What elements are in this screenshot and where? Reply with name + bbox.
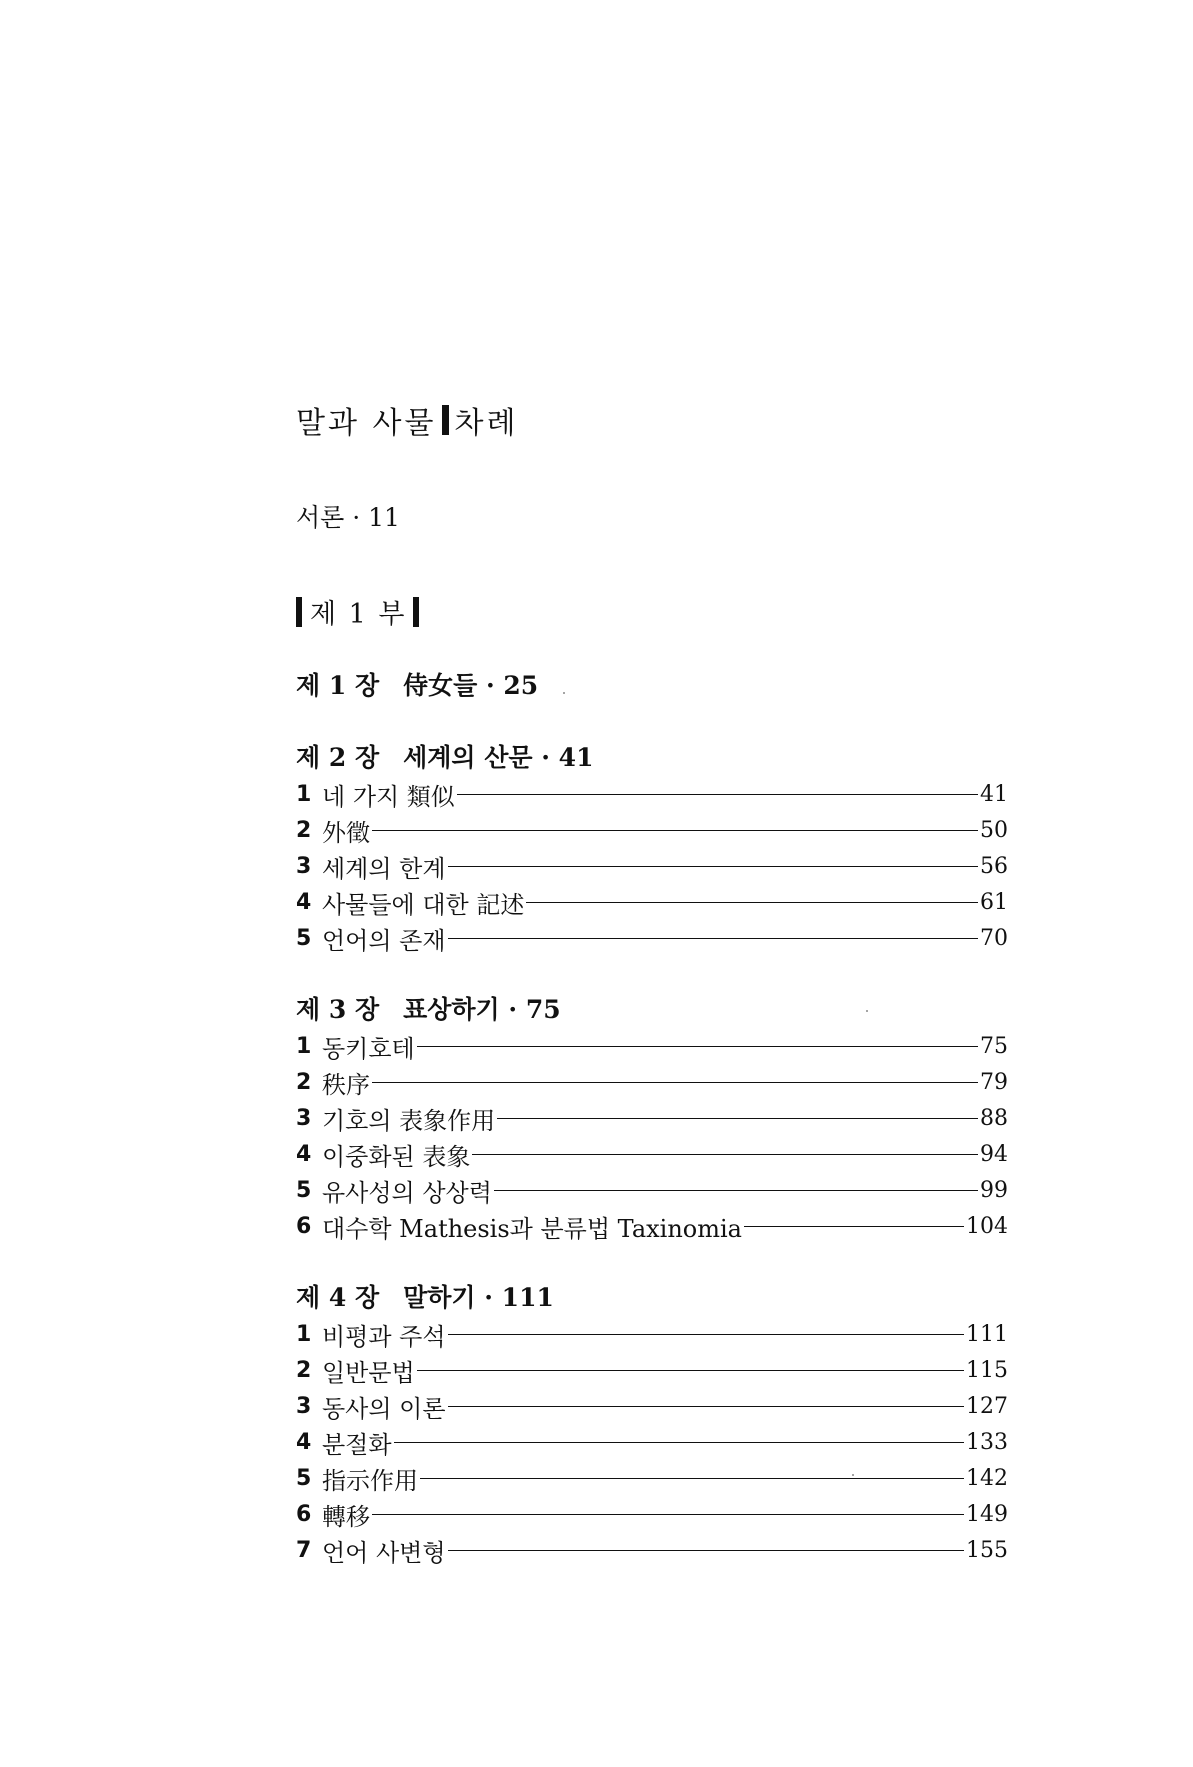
leader-line [372, 1082, 978, 1083]
entry-page: 41 [980, 781, 1008, 807]
entry-page: 104 [966, 1213, 1008, 1239]
entry-number: 1 [296, 781, 312, 807]
entry-number: 5 [296, 1177, 312, 1203]
page-title [296, 398, 518, 442]
leader-line [457, 794, 978, 795]
part-heading [296, 592, 419, 631]
scan-speck [852, 1474, 854, 1476]
leader-line [394, 1442, 964, 1443]
chapter-heading [296, 740, 1008, 776]
toc-entry [296, 1064, 1008, 1100]
entry-title: 네 가지 類似 [322, 782, 455, 811]
entry-page: 70 [980, 925, 1008, 951]
entry-page: 94 [980, 1141, 1008, 1167]
entry-number: 3 [296, 853, 312, 879]
entry-page: 56 [980, 853, 1008, 879]
entry-number: 2 [296, 1357, 312, 1383]
entry-title: 세계의 한계 [322, 854, 446, 883]
leader-line [417, 1370, 964, 1371]
leader-line [448, 866, 978, 867]
book-title: 말과 사물 [296, 406, 437, 441]
entry-number: 3 [296, 1393, 312, 1419]
toc-entry [296, 1316, 1008, 1352]
chapter-4 [296, 1280, 1008, 1568]
entry-title: 동키호테 [322, 1034, 415, 1063]
chapter-1 [296, 668, 1008, 704]
entry-page: 127 [966, 1393, 1008, 1419]
entry-page: 133 [966, 1429, 1008, 1455]
leader-line [372, 1514, 964, 1515]
leader-line [448, 938, 978, 939]
entry-title: 秩序 [322, 1070, 370, 1099]
leader-line [448, 1334, 964, 1335]
entry-title: 轉移 [322, 1502, 370, 1531]
leader-line [448, 1550, 964, 1551]
entry-number: 2 [296, 817, 312, 843]
entry-title: 언어의 존재 [322, 926, 446, 955]
chapter-heading [296, 668, 1008, 704]
chapter-3 [296, 992, 1008, 1244]
intro-entry: 서론 · 11 [296, 503, 400, 532]
leader-line [420, 1478, 964, 1479]
entry-number: 4 [296, 1429, 312, 1455]
leader-line [494, 1190, 978, 1191]
entry-number: 1 [296, 1321, 312, 1347]
leader-line [744, 1226, 964, 1227]
entry-number: 1 [296, 1033, 312, 1059]
entry-title: 指示作用 [322, 1466, 418, 1495]
entry-title: 이중화된 表象 [322, 1142, 471, 1171]
toc-entry [296, 1460, 1008, 1496]
chapter-number: 제 1 장 [296, 671, 380, 700]
scan-speck [866, 1010, 868, 1012]
entry-number: 4 [296, 889, 312, 915]
scan-speck [563, 692, 565, 694]
chapter-number: 제 4 장 [296, 1283, 380, 1312]
entry-number: 5 [296, 1465, 312, 1491]
entry-page: 155 [966, 1537, 1008, 1563]
toc-entry [296, 1532, 1008, 1568]
entry-page: 111 [966, 1321, 1008, 1347]
leader-line [526, 902, 978, 903]
entry-number: 2 [296, 1069, 312, 1095]
leader-line [417, 1046, 978, 1047]
entry-page: 149 [966, 1501, 1008, 1527]
toc-entry [296, 776, 1008, 812]
leader-line [497, 1118, 978, 1119]
chapter-2 [296, 740, 1008, 956]
entry-number: 7 [296, 1537, 312, 1563]
toc-entry [296, 1100, 1008, 1136]
title-divider-bar [442, 405, 449, 435]
toc-entry [296, 1388, 1008, 1424]
toc-entry [296, 1136, 1008, 1172]
entry-number: 5 [296, 925, 312, 951]
entry-title: 기호의 表象作用 [322, 1106, 496, 1135]
entry-page: 79 [980, 1069, 1008, 1095]
chapter-title: 말하기 · 111 [403, 1283, 554, 1312]
entry-title: 대수학 Mathesis과 분류법 Taxinomia [322, 1214, 742, 1243]
toc-entry [296, 1496, 1008, 1532]
entry-page: 88 [980, 1105, 1008, 1131]
part-bar-left [296, 597, 302, 627]
entry-title: 언어 사변형 [322, 1538, 446, 1567]
chapter-number: 제 3 장 [296, 995, 380, 1024]
chapter-title: 표상하기 · 75 [403, 995, 561, 1024]
entry-number: 6 [296, 1501, 312, 1527]
toc-entry [296, 884, 1008, 920]
entry-page: 99 [980, 1177, 1008, 1203]
chapter-title: 세계의 산문 · 41 [403, 743, 594, 772]
entry-number: 6 [296, 1213, 312, 1239]
entry-title: 비평과 주석 [322, 1322, 446, 1351]
leader-line [448, 1406, 964, 1407]
toc-entry [296, 1208, 1008, 1244]
entry-page: 142 [966, 1465, 1008, 1491]
entry-title: 분절화 [322, 1430, 392, 1459]
entry-title: 外徵 [322, 818, 370, 847]
part-label: 제 1 부 [310, 599, 407, 630]
entry-page: 75 [980, 1033, 1008, 1059]
entry-title: 일반문법 [322, 1358, 415, 1387]
toc-entry [296, 1172, 1008, 1208]
section-title: 차례 [454, 406, 519, 441]
entry-page: 115 [966, 1357, 1008, 1383]
chapter-heading [296, 992, 1008, 1028]
leader-line [372, 830, 978, 831]
chapter-number: 제 2 장 [296, 743, 380, 772]
entry-title: 동사의 이론 [322, 1394, 446, 1423]
chapter-title: 侍女들 · 25 [403, 671, 539, 700]
part-bar-right [413, 597, 419, 627]
toc-entry [296, 920, 1008, 956]
toc-entry [296, 1352, 1008, 1388]
entry-number: 3 [296, 1105, 312, 1131]
toc-entry [296, 1028, 1008, 1064]
entry-title: 사물들에 대한 記述 [322, 890, 525, 919]
toc-entry [296, 848, 1008, 884]
chapter-heading [296, 1280, 1008, 1316]
toc-entry [296, 1424, 1008, 1460]
entry-page: 61 [980, 889, 1008, 915]
leader-line [472, 1154, 978, 1155]
entry-page: 50 [980, 817, 1008, 843]
entry-number: 4 [296, 1141, 312, 1167]
toc-entry [296, 812, 1008, 848]
entry-title: 유사성의 상상력 [322, 1178, 492, 1207]
